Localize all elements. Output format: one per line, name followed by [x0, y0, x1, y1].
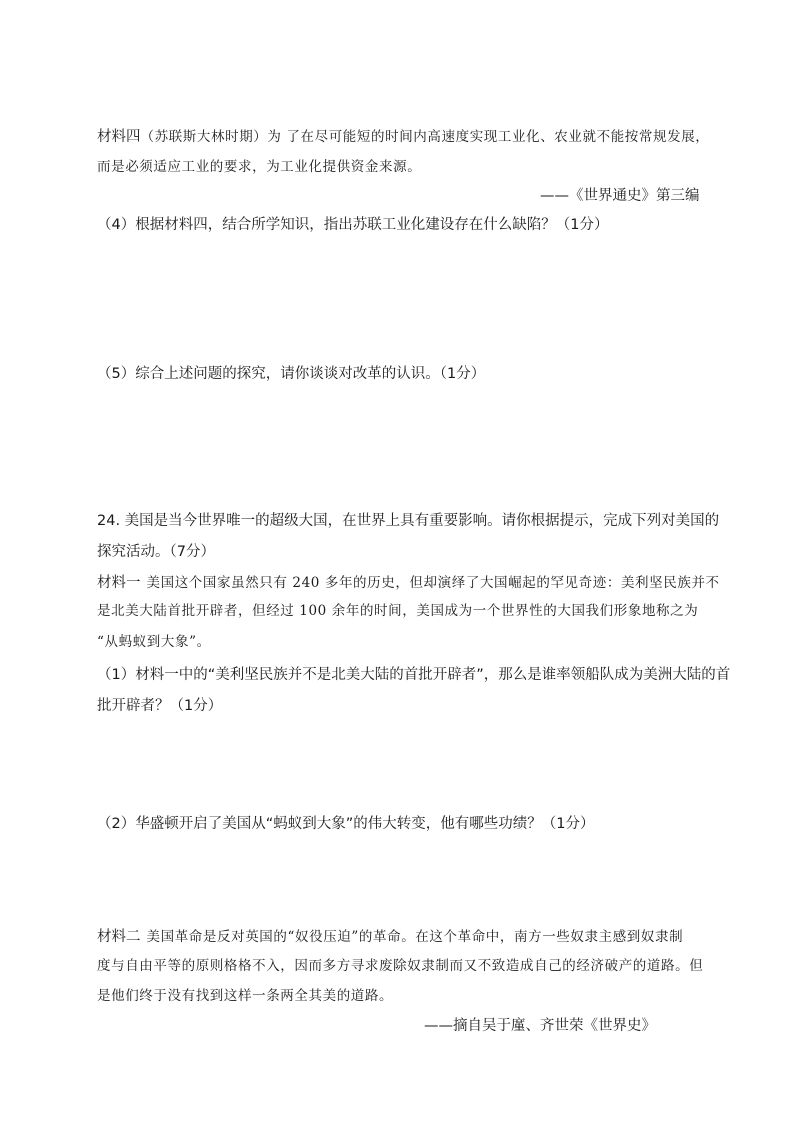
material1-line1: 美国这个国家虽然只有 240 多年的历史，但却演绎了大国崛起的罕见奇迹：美利坚民族并不 — [146, 575, 720, 591]
question-24-line2: 探究活动。（7分） — [97, 544, 215, 560]
material4-source: ——《世界通史》第三编 — [540, 188, 700, 204]
material2-label: 材料二 — [97, 929, 141, 945]
question-5: （5）综合上述问题的探究，请你谈谈对改革的认识。（1分） — [97, 366, 486, 382]
question-2: （2）华盛顿开启了美国从“蚂蚁到大象”的伟大转变，他有哪些功绩？（1分） — [97, 816, 595, 832]
material1-line2: 是北美大陆首批开辟者，但经过 100 余年的时间，美国成为一个世界性的大国我们形象地称之为 — [97, 603, 699, 619]
material2-line1: 美国革命是反对英国的“奴役压迫”的革命。在这个革命中，南方一些奴隶主感到奴隶制 — [146, 929, 684, 945]
question-24-line1: 24. 美国是当今世界唯一的超级大国，在世界上具有重要影响。请你根据提示，完成下列对美国的 — [97, 513, 720, 529]
question-1-line2: 批开辟者？（1分） — [97, 698, 223, 714]
material2-source: ——摘自吴于廑、齐世荣《世界史》 — [424, 1018, 656, 1034]
question-1-line1: （1）材料一中的“美利坚民族并不是北美大陆的首批开辟者”，那么是谁率领船队成为美洲大陆的首 — [97, 667, 731, 683]
material1-line3: “从蚂蚁到大象”。 — [97, 634, 211, 650]
material1-label: 材料一 — [97, 575, 141, 591]
material1-paragraph — [97, 574, 720, 591]
material4-paragraph — [97, 128, 709, 145]
material4-line1: （苏联斯大林时期）为 了在尽可能短的时间内高速度实现工业化、农业就不能按常规发展， — [140, 129, 710, 145]
material2-line2: 度与自由平等的原则格格不入，因而多方寻求废除奴隶制而又不致造成自己的经济破产的道路。但 — [97, 958, 704, 974]
material2-paragraph — [97, 928, 683, 945]
material4-line2: 而是必须适应工业的要求，为工业化提供资金来源。 — [97, 159, 422, 175]
material4-label: 材料四 — [97, 129, 141, 145]
material2-line3: 是他们终于没有找到这样一条两全其美的道路。 — [97, 988, 394, 1004]
question-4: （4）根据材料四，结合所学知识，指出苏联工业化建设存在什么缺陷？（1分） — [97, 217, 609, 233]
